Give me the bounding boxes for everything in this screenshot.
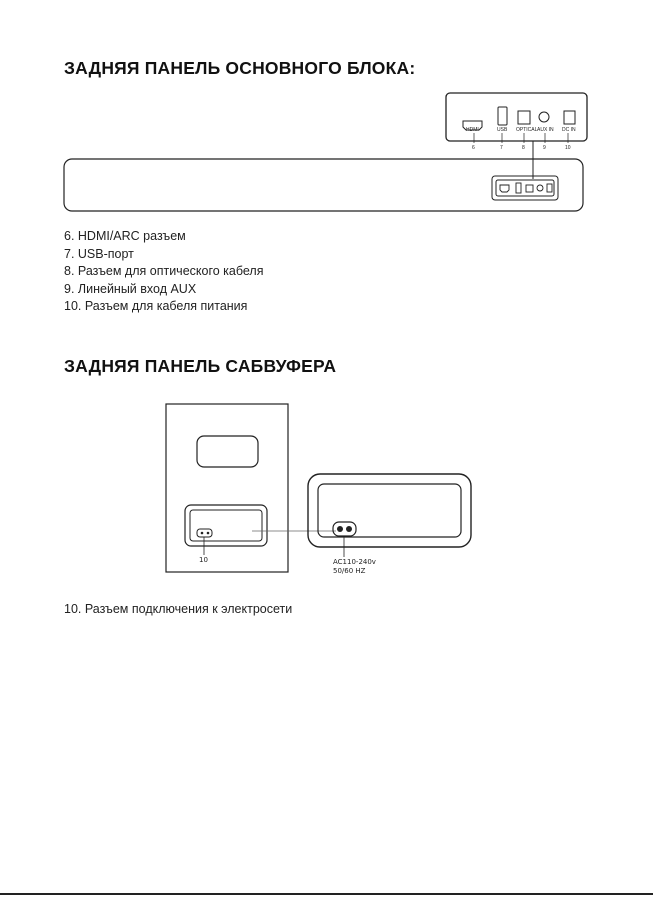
port-number-6: 6 [472,145,475,151]
usb-port-icon [498,107,507,125]
port-number-9: 9 [543,145,546,151]
main-unit-legend [64,228,263,316]
legend-item: 6. HDMI/ARC разъем [64,229,186,243]
aux-port-icon [539,112,549,122]
port-label-dc: DC IN [562,127,576,133]
port-label-optical: OPTICAL [516,127,538,133]
subwoofer-diagram [0,400,653,600]
subwoofer-socket-number: 10 [199,556,208,564]
subwoofer-title: ЗАДНЯЯ ПАНЕЛЬ САБВУФЕРА [64,356,337,376]
main-unit-title: ЗАДНЯЯ ПАНЕЛЬ ОСНОВНОГО БЛОКА: [64,58,416,78]
legend-text: . Разъем подключения к электросети [77,602,293,616]
port-label-aux: AUX IN [537,127,554,133]
main-unit-diagram [0,0,653,220]
subwoofer-legend [64,601,292,619]
port-number-8: 8 [522,145,525,151]
optical-port-icon [518,111,530,124]
power-spec-frequency: 50/60 HZ [333,567,366,575]
dc-port-icon [564,111,575,124]
port-number-10: 10 [565,145,571,151]
port-label-hdmi: HDMI [466,127,479,133]
legend-item: 8. Разъем для оптического кабеля [64,264,264,278]
legend-item: 7. USB-порт [64,246,134,261]
legend-item: 9. Линейный вход AUX [64,281,197,296]
legend-number: 10 [64,602,78,616]
page-bottom-rule [0,893,653,895]
legend-item: 10. Разъем для кабеля питания [64,299,248,313]
power-socket-icon [333,522,356,536]
power-spec-voltage: AC110-240v [333,558,376,566]
port-label-usb: USB [497,127,508,133]
port-number-7: 7 [500,145,503,151]
